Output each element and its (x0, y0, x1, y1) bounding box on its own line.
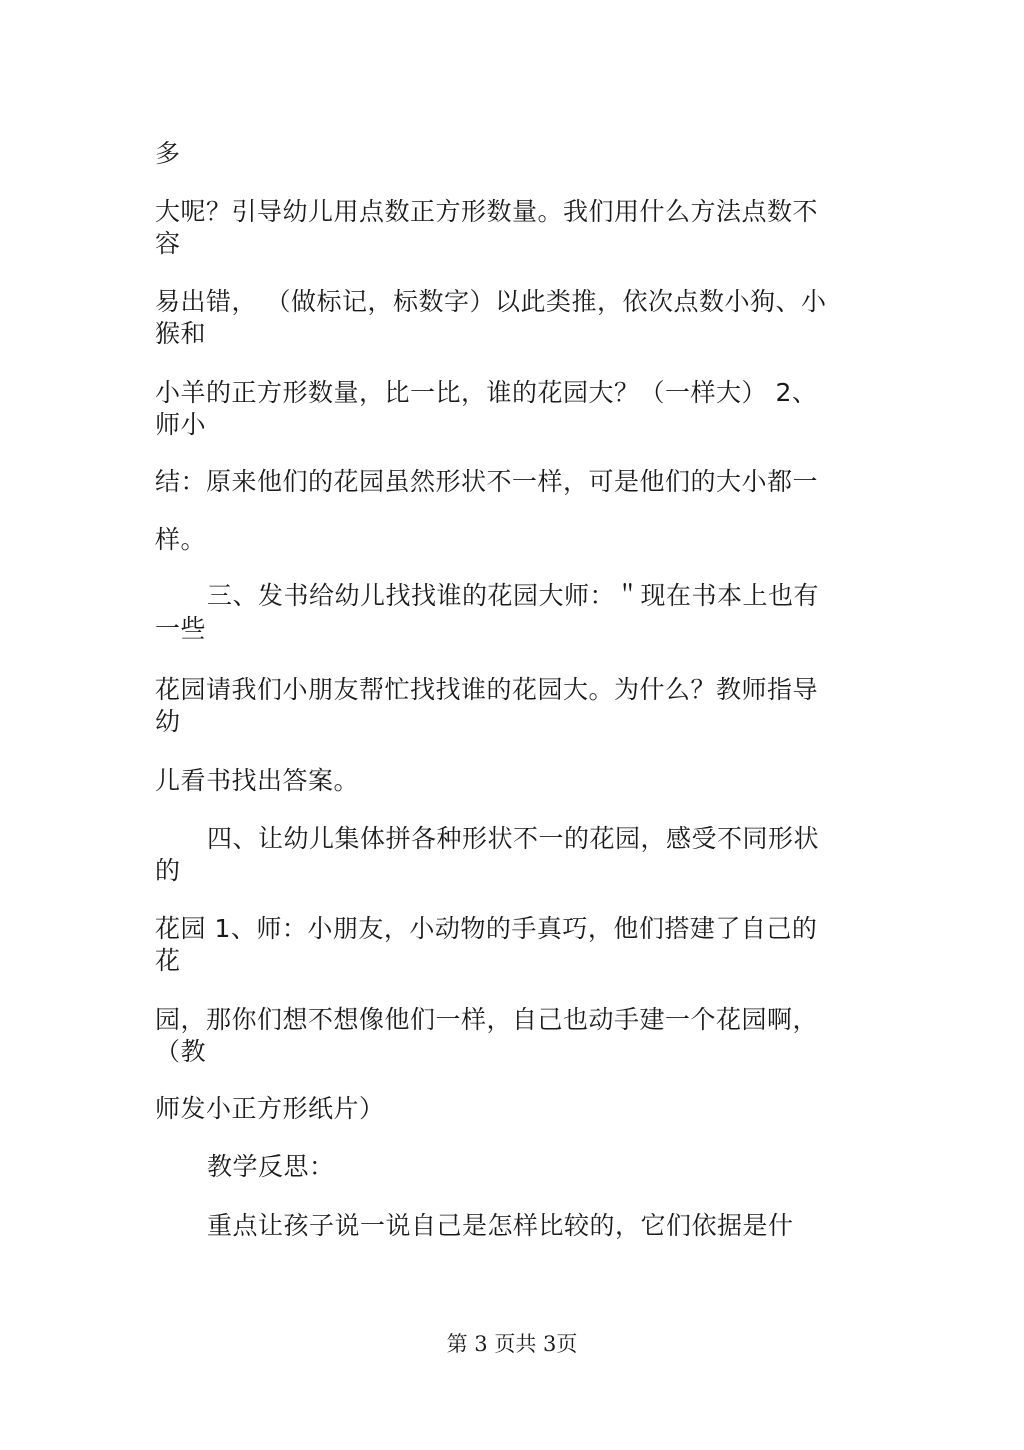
text-line: 大呢？引导幼儿用点数正方形数量。我们用什么方法点数不 (155, 197, 819, 226)
text-line: 结：原来他们的花园虽然形状不一样，可是他们的大小都一 (155, 467, 819, 496)
text-line: 一些 (155, 614, 207, 643)
text-line: 的 (155, 856, 181, 885)
text-line: 儿看书找出答案。 (155, 766, 360, 795)
text-line: 园，那你们想不想像他们一样，自己也动手建一个花园啊， (155, 1005, 819, 1034)
text-line: 容 (155, 229, 181, 258)
text-line: 易出错， （做标记，标数字）以此类推，依次点数小狗、小 (155, 287, 827, 316)
text-line: 样。 (155, 525, 207, 554)
text-line: （教 (155, 1037, 207, 1066)
text-line: 多 (155, 139, 181, 168)
text-line: 师发小正方形纸片） (155, 1094, 385, 1123)
text-line: 幼 (155, 707, 181, 736)
text-line: 花园请我们小朋友帮忙找找谁的花园大。为什么？教师指导 (155, 675, 819, 704)
section-heading-four: 四、让幼儿集体拼各种形状不一的花园，感受不同形状 (207, 824, 820, 853)
text-line: 小羊的正方形数量，比一比，谁的花园大？（一样大） 2、 (155, 378, 818, 407)
text-line: 花园 1、师：小朋友，小动物的手真巧，他们搭建了自己的 (155, 914, 818, 943)
reflection-heading: 教学反思： (207, 1152, 335, 1181)
page-number-footer: 第 3 页共 3页 (446, 1332, 578, 1356)
text-line: 师小 (155, 410, 207, 439)
section-heading-three: 三、发书给幼儿找找谁的花园大师：＂现在书本上也有 (207, 581, 820, 610)
text-line: 重点让孩子说一说自己是怎样比较的，它们依据是什 (207, 1211, 794, 1240)
text-line: 花 (155, 946, 181, 975)
text-line: 猴和 (155, 319, 207, 348)
